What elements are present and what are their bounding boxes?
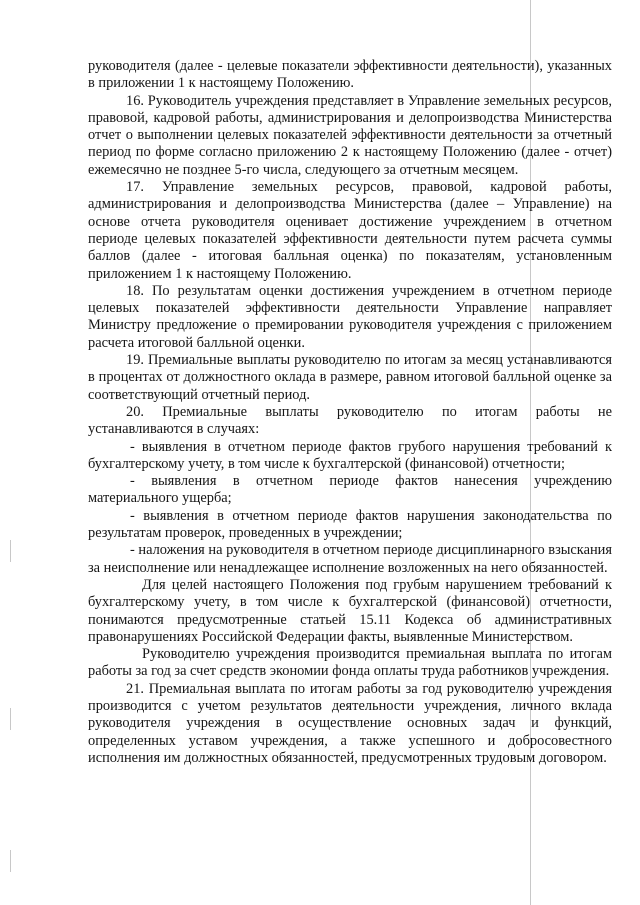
margin-mark bbox=[10, 708, 11, 730]
paragraph-21: 21. Премиальная выплата по итогам работы за год руководителю учреждения производится с учетом результатов деятельности учреждения, личного вклада руководителя учреждения в осуществление основных задач и функций, определенных уставом учреждения, а также успешного и добросовестного исполнения им должностных обязанностей, предусмотренных трудовым договором. bbox=[88, 680, 612, 766]
margin-mark bbox=[10, 540, 11, 562]
paragraph-definition: Для целей настоящего Положения под грубым нарушением требований к бухгалтерскому учету, в том числе к бухгалтерской (финансовой) отчетности, понимаются предусмотренные статьей 15.11 Кодекса об административных правонарушениях Российской Федерации факты, выявленные Министерством. bbox=[88, 576, 612, 645]
paragraph-18: 18. По результатам оценки достижения учреждением в отчетном периоде целевых показателей эффективности деятельности Управление направляет Министру предложение о премировании руководителя учреждения с приложением расчета итоговой балльной оценки. bbox=[88, 282, 612, 351]
list-item-law-violation: - выявления в отчетном периоде фактов нарушения законодательства по результатам проверок, проведенных в учреждении; bbox=[88, 507, 612, 542]
paragraph-annual-bonus: Руководителю учреждения производится премиальная выплата по итогам работы за год за счет средств экономии фонда оплаты труда работников учреждения. bbox=[88, 646, 612, 680]
margin-mark bbox=[10, 850, 11, 872]
list-item-disciplinary: - наложения на руководителя в отчетном периоде дисциплинарного взыскания за неисполнение или ненадлежащее исполнение возложенных на него обязанностей. bbox=[88, 542, 612, 576]
document-body bbox=[88, 58, 612, 767]
paragraph-17: 17. Управление земельных ресурсов, правовой, кадровой работы, администрирования и делопроизводства Министерства (далее – Управление) на основе отчета руководителя оценивает достижение учреждением в отчетном периоде целевых показателей эффективности деятельности путем расчета суммы баллов (далее - итоговая балльная оценка) по показателям, установленным приложением 1 к настоящему Положению. bbox=[88, 179, 612, 282]
list-item-gross-violation: - выявления в отчетном периоде фактов грубого нарушения требований к бухгалтерскому учету, в том числе к бухгалтерской (финансовой) отчетности; bbox=[88, 438, 612, 472]
paragraph-20: 20. Премиальные выплаты руководителю по итогам работы не устанавливаются в случаях: bbox=[88, 403, 612, 438]
paragraph-16: 16. Руководитель учреждения представляет в Управление земельных ресурсов, правовой, кадровой работы, администрирования и делопроизводства Министерства отчет о выполнении целевых показателей эффективности деятельности за отчетный период по форме согласно приложению 2 к настоящему Положению (далее - отчет) ежемесячно не позднее 5-го числа, следующего за отчетным месяцем. bbox=[88, 92, 612, 178]
list-item-material-damage: - выявления в отчетном периоде фактов нанесения учреждению материального ущерба; bbox=[88, 473, 612, 507]
paragraph-19: 19. Премиальные выплаты руководителю по итогам за месяц устанавливаются в процентах от должностного оклада в размере, равном итоговой балльной оценке за соответствующий отчетный период. bbox=[88, 352, 612, 403]
paragraph-continuation: руководителя (далее - целевые показатели эффективности деятельности), указанных в приложении 1 к настоящему Положению. bbox=[88, 58, 612, 92]
